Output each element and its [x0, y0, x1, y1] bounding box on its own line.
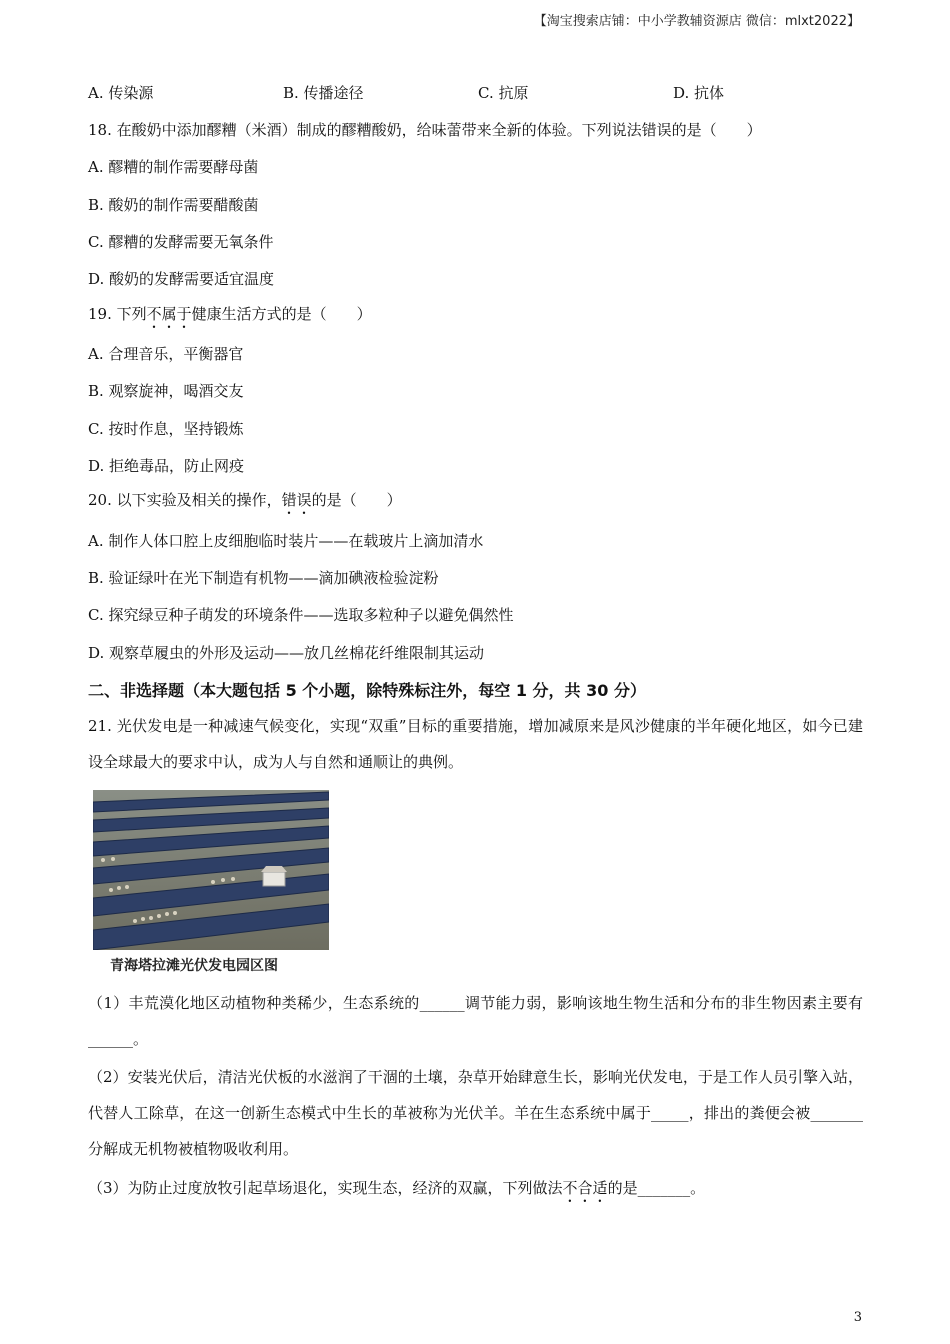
q21-sub3-emphasis: 不合适 — [562, 1179, 608, 1197]
q18-option-a: A. 醪糟的制作需要酵母菌 — [88, 158, 259, 176]
q20-stem-emphasis: 错误 — [281, 491, 312, 509]
q18-stem: 18. 在酸奶中添加醪糟（米酒）制成的醪糟酸奶，给味蕾带来全新的体验。下列说法错误的是（ ） — [88, 121, 762, 139]
q19-option-a: A. 合理音乐，平衡器官 — [88, 345, 244, 363]
q21-sub3-post: 的是_______。 — [607, 1179, 706, 1197]
q20-stem-pre: 20. 以下实验及相关的操作， — [88, 491, 282, 509]
photo-caption: 青海塔拉滩光伏发电园区图 — [110, 958, 278, 974]
q19-stem-pre: 19. 下列 — [88, 305, 147, 323]
q19-stem-post: 健康生活方式的是（ ） — [191, 305, 372, 323]
q18-option-c: C. 醪糟的发酵需要无氧条件 — [88, 233, 274, 251]
q20-option-a: A. 制作人体口腔上皮细胞临时装片——在载玻片上滴加清水 — [88, 532, 484, 550]
q20-stem-post: 的是（ ） — [311, 491, 402, 509]
q17-options — [88, 82, 868, 103]
solar-farm-photo — [93, 790, 329, 950]
section-heading: 二、非选择题（本大题包括 5 个小题，除特殊标注外，每空 1 分，共 30 分） — [88, 681, 646, 700]
q17-option-b: B. 传播途径 — [283, 84, 364, 102]
q21-sub3-pre: （3）为防止过度放牧引起草场退化，实现生态，经济的双赢，下列做法 — [88, 1179, 563, 1197]
q20-option-d: D. 观察草履虫的外形及运动——放几丝棉花纤维限制其运动 — [88, 644, 485, 662]
q21-stem: 21. 光伏发电是一种减速气候变化，实现“双重”目标的重要措施，增加减原来是风沙健康的半年硬化地区，如今已建设全球最大的要求中认，成为人与自然和通顺让的典例。 — [88, 717, 863, 771]
q18-option-d: D. 酸奶的发酵需要适宜温度 — [88, 270, 275, 288]
q20-stem — [88, 489, 402, 518]
q18-option-b: B. 酸奶的制作需要醋酸菌 — [88, 196, 259, 214]
page-number: 3 — [853, 1310, 862, 1325]
q21-sub3 — [88, 1170, 863, 1206]
q17-option-c: C. 抗原 — [478, 84, 529, 102]
q17-option-a: A. 传染源 — [88, 84, 154, 102]
q21-sub1: （1）丰荒漠化地区动植物种类稀少，生态系统的______调节能力弱，影响该地生物生活和分布的非生物因素主要有______。 — [88, 994, 863, 1048]
page-header: 【淘宝搜索店铺：中小学教辅资源店 微信：mlxt2022】 — [533, 14, 860, 29]
q19-option-c: C. 按时作息，坚持锻炼 — [88, 420, 244, 438]
q20-option-b: B. 验证绿叶在光下制造有机物——滴加碘液检验淀粉 — [88, 569, 439, 587]
solar-farm-illustration — [93, 790, 329, 950]
q19-stem-emphasis: 不属于 — [146, 305, 192, 323]
q19-option-b: B. 观察旋神，喝酒交友 — [88, 382, 244, 400]
q19-stem — [88, 303, 372, 332]
q20-option-c: C. 探究绿豆种子萌发的环境条件——选取多粒种子以避免偶然性 — [88, 606, 514, 624]
q21-sub2: （2）安装光伏后，清洁光伏板的水滋润了干涸的土壤，杂草开始肆意生长，影响光伏发电，于是工作人员引擎入站，代替人工除草，在这一创新生态模式中生长的革被称为光伏羊。羊在生态系统中属于_____，排出的粪便会被_______分解成无机物被植物吸收利用。 — [88, 1068, 863, 1158]
q17-option-d: D. 抗体 — [673, 84, 725, 102]
q19-option-d: D. 拒绝毒品，防止网疫 — [88, 457, 245, 475]
